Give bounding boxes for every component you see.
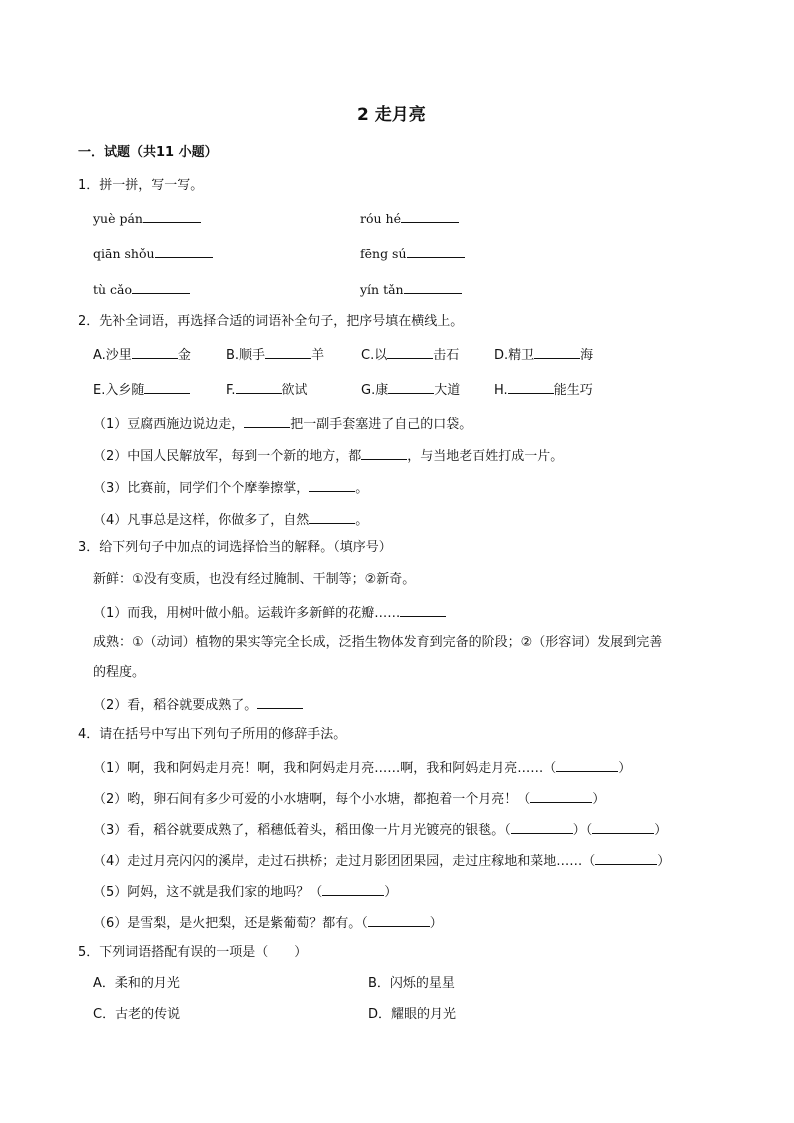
answer-blank[interactable]	[322, 884, 384, 896]
q4-sentence-6: （6）是雪梨，是火把梨，还是紫葡萄？都有。（ ）	[93, 916, 443, 931]
q2-stem: 2．先补全词语，再选择合适的词语补全句子，把序号填在横线上。	[78, 314, 464, 329]
answer-blank[interactable]	[236, 382, 282, 394]
q5-option-c[interactable]: C．古老的传说	[93, 1007, 181, 1022]
answer-blank[interactable]	[265, 347, 311, 359]
q2-option-g: G.康 大道	[361, 383, 461, 398]
q4-sentence-1: （1）啊，我和阿妈走月亮！啊，我和阿妈走月亮……啊，我和阿妈走月亮……（ ）	[93, 761, 632, 776]
answer-blank[interactable]	[244, 416, 290, 428]
answer-blank[interactable]	[257, 697, 303, 709]
pinyin-text: yuè pán	[93, 211, 143, 226]
pinyin-text: fēng sú	[360, 246, 407, 261]
answer-blank[interactable]	[309, 512, 355, 524]
q3-stem: 3．给下列句子中加点的词选择恰当的解释。（填序号）	[78, 540, 392, 555]
q5-option-a[interactable]: A．柔和的月光	[93, 976, 180, 991]
q2-option-f: F. 欲试	[226, 383, 308, 398]
q2-sentence-2: （2）中国人民解放军，每到一个新的地方，都 ，与当地老百姓打成一片。	[93, 449, 564, 464]
q3-sentence-2: （2）看，稻谷就要成熟了。	[93, 697, 303, 712]
q5-option-d[interactable]: D．耀眼的月光	[368, 1007, 457, 1022]
q1-item-3	[93, 246, 213, 261]
q1-stem: 1．拼一拼，写一写。	[78, 178, 204, 193]
pinyin-text: qiān shǒu	[93, 246, 155, 261]
q1-item-2	[360, 211, 459, 226]
q2-sentence-1: （1）豆腐西施边说边走， 把一副手套塞进了自己的口袋。	[93, 417, 473, 432]
q2-sentence-4: （4）凡事总是这样，你做多了，自然 。	[93, 513, 369, 528]
answer-blank[interactable]	[592, 822, 654, 834]
answer-blank[interactable]	[132, 282, 190, 294]
q2-option-c: C.以 击石	[361, 348, 460, 363]
answer-blank[interactable]	[361, 448, 407, 460]
q1-item-5	[93, 282, 190, 297]
section-header: 一．试题（共11 小题）	[78, 145, 218, 160]
answer-blank[interactable]	[400, 605, 446, 617]
q2-option-h: H. 能生巧	[494, 383, 593, 398]
q1-item-6	[360, 282, 462, 297]
answer-blank[interactable]	[407, 246, 465, 258]
q2-option-a: A.沙里 金	[93, 348, 191, 363]
q2-option-d: D.精卫 海	[494, 348, 594, 363]
answer-blank[interactable]	[508, 382, 554, 394]
q1-item-4	[360, 246, 465, 261]
q4-sentence-3: （3）看，稻谷就要成熟了，稻穗低着头，稻田像一片月光镀亮的银毯。（ ）（ ）	[93, 823, 668, 838]
q4-stem: 4．请在括号中写出下列句子所用的修辞手法。	[78, 727, 347, 742]
answer-blank[interactable]	[401, 211, 459, 223]
answer-blank[interactable]	[556, 760, 618, 772]
pinyin-text: róu hé	[360, 211, 401, 226]
page-title: 2 走月亮	[357, 105, 426, 125]
pinyin-text: yín tǎn	[360, 282, 404, 297]
q2-option-b: B.顺手 羊	[226, 348, 325, 363]
answer-blank[interactable]	[144, 382, 190, 394]
q4-sentence-5: （5）阿妈，这不就是我们家的地吗？（ ）	[93, 885, 398, 900]
q2-option-e: E.入乡随	[93, 382, 190, 397]
answer-blank[interactable]	[155, 246, 213, 258]
q4-sentence-2: （2）哟，卵石间有多少可爱的小水塘啊，每个小水塘，都抱着一个月亮！（ ）	[93, 792, 606, 807]
q3-definition-1: 新鲜：①没有变质，也没有经过腌制、干制等；②新奇。	[93, 572, 416, 587]
answer-blank[interactable]	[534, 347, 580, 359]
q4-sentence-4: （4）走过月亮闪闪的溪岸，走过石拱桥；走过月影团团果园，走过庄稼地和菜地……（ ）	[93, 854, 671, 869]
q5-stem: 5．下列词语搭配有误的一项是（ ）	[78, 945, 308, 960]
answer-blank[interactable]	[404, 282, 462, 294]
answer-blank[interactable]	[143, 211, 201, 223]
q3-sentence-1: （1）而我，用树叶做小船。运载许多新鲜的花瓣……	[93, 605, 446, 620]
q1-item-1	[93, 211, 201, 226]
answer-blank[interactable]	[368, 915, 430, 927]
answer-blank[interactable]	[530, 791, 592, 803]
answer-blank[interactable]	[309, 480, 355, 492]
q5-option-b[interactable]: B．闪烁的星星	[368, 976, 455, 991]
answer-blank[interactable]	[511, 822, 573, 834]
q2-sentence-3: （3）比赛前，同学们个个摩拳擦掌， 。	[93, 481, 369, 496]
q3-definition-2-line1: 成熟：①（动词）植物的果实等完全长成，泛指生物体发育到完备的阶段；②（形容词）发展到完善	[93, 635, 663, 650]
answer-blank[interactable]	[132, 347, 178, 359]
pinyin-text: tù cǎo	[93, 282, 133, 297]
q3-definition-2-line2: 的程度。	[93, 665, 146, 680]
answer-blank[interactable]	[387, 347, 433, 359]
answer-blank[interactable]	[388, 382, 434, 394]
answer-blank[interactable]	[595, 853, 657, 865]
